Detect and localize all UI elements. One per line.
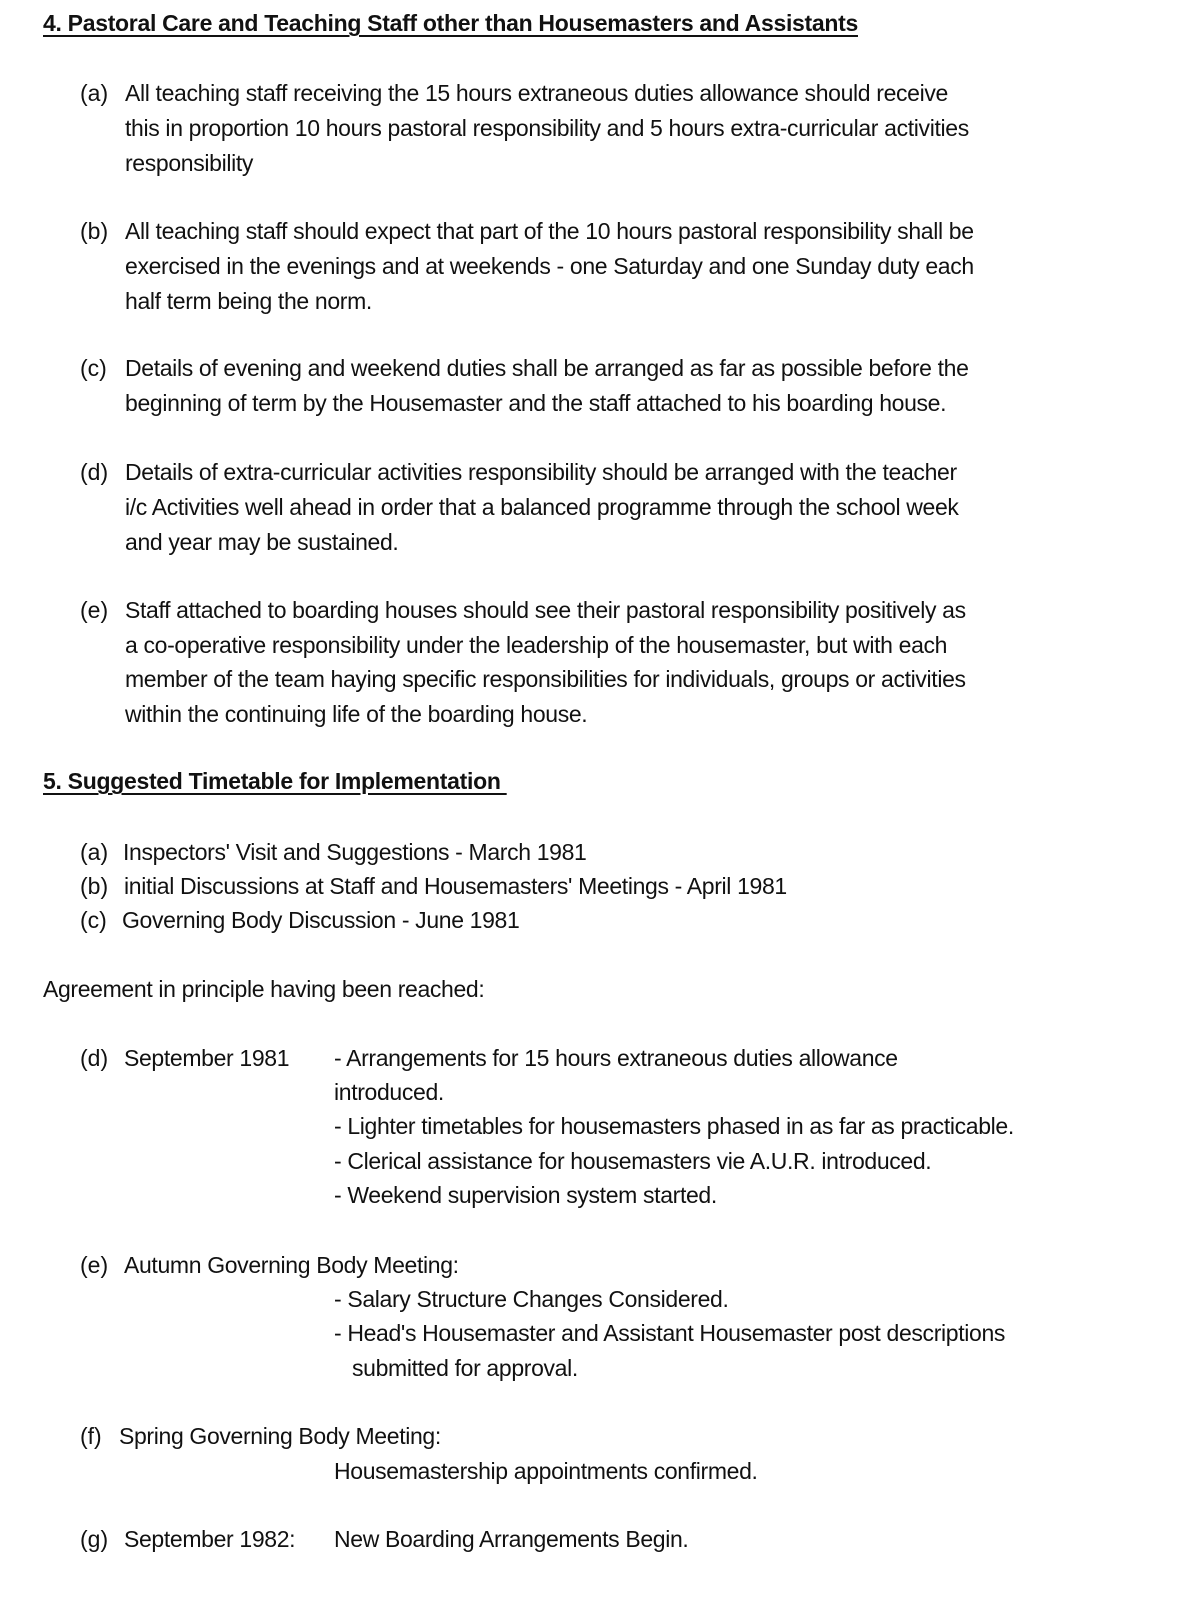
item-label: (f) [80,1423,102,1449]
item-title: September 1981 [124,1045,290,1071]
item-text: half term being the norm. [125,288,372,314]
item-label: (d) [80,1045,109,1071]
item-text: i/c Activities well ahead in order that a balanced programme through the school week [125,494,959,520]
item-label: (a) [80,839,109,865]
item-text: responsibility [125,150,254,176]
item-text: Staff attached to boarding houses should see their pastoral responsibility positively as [125,597,966,623]
item-label: (a) [80,80,109,106]
item-text: Housemastership appointments confirmed. [334,1458,758,1484]
item-text: All teaching staff receiving the 15 hours extraneous duties allowance should receive [125,80,948,106]
item-title: Autumn Governing Body Meeting: [124,1252,459,1278]
item-text: Governing Body Discussion - June 1981 [122,907,520,933]
item-text: Details of extra-curricular activities responsibility should be arranged with the teacher [125,459,957,485]
item-text: - Head's Housemaster and Assistant Housemaster post descriptions [334,1320,1006,1346]
item-text: Details of evening and weekend duties shall be arranged as far as possible before the [125,355,969,381]
item-text: member of the team haying specific responsibilities for individuals, groups or activities [125,666,966,692]
item-label: (d) [80,459,109,485]
item-text: - Salary Structure Changes Considered. [334,1286,729,1312]
item-text: within the continuing life of the boarding house. [125,701,588,727]
item-text: introduced. [334,1079,444,1105]
section-4-heading: 4. Pastoral Care and Teaching Staff other than Housemasters and Assistants [43,10,858,36]
item-text: initial Discussions at Staff and Housemasters' Meetings - April 1981 [124,873,787,899]
item-text: New Boarding Arrangements Begin. [334,1526,689,1552]
item-text: - Arrangements for 15 hours extraneous duties allowance [334,1045,898,1071]
item-text: and year may be sustained. [125,529,399,555]
item-label: (c) [80,355,107,381]
item-label: (b) [80,218,109,244]
item-label: (g) [80,1526,109,1552]
item-title: September 1982: [124,1526,296,1552]
item-text: - Clerical assistance for housemasters vie A.U.R. introduced. [334,1148,932,1174]
item-text: this in proportion 10 hours pastoral responsibility and 5 hours extra-curricular activities [125,115,969,141]
item-label: (e) [80,597,109,623]
agreement-text: Agreement in principle having been reached: [43,976,485,1002]
item-text: beginning of term by the Housemaster and the staff attached to his boarding house. [125,390,947,416]
item-label: (c) [80,907,107,933]
item-text: - Weekend supervision system started. [334,1182,717,1208]
item-text: Inspectors' Visit and Suggestions - March 1981 [123,839,587,865]
item-label: (e) [80,1252,109,1278]
item-text: submitted for approval. [352,1355,578,1381]
item-text: a co-operative responsibility under the leadership of the housemaster, but with each [125,632,948,658]
item-text: exercised in the evenings and at weekends - one Saturday and one Sunday duty each [125,253,974,279]
item-title: Spring Governing Body Meeting: [119,1423,441,1449]
item-text: All teaching staff should expect that part of the 10 hours pastoral responsibility shall be [125,218,974,244]
item-label: (b) [80,873,109,899]
section-5-heading: 5. Suggested Timetable for Implementation [43,768,507,794]
item-text: - Lighter timetables for housemasters phased in as far as practicable. [334,1113,1014,1139]
